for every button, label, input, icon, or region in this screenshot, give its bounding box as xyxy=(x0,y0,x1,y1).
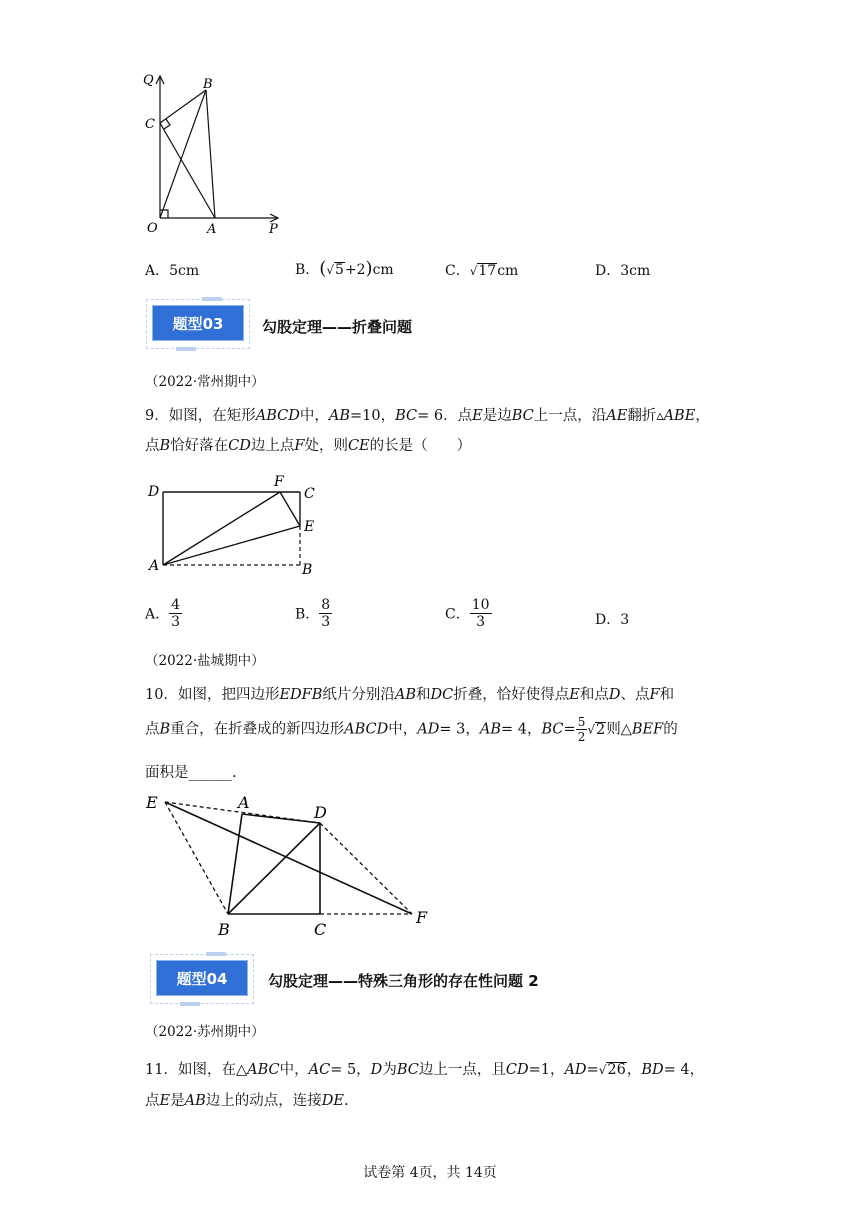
q10-source: （2022·盐城期中） xyxy=(145,653,265,669)
q9-option-a: A． $\frac{4}{3}$ xyxy=(145,597,181,630)
segment-df-dashed xyxy=(320,823,412,914)
fraction: $\frac{8}{3}$ xyxy=(321,597,331,630)
segment-fe xyxy=(280,492,300,526)
section-badge-03 xyxy=(146,299,250,349)
segment-eb-dashed xyxy=(165,802,228,914)
label-a: A xyxy=(238,793,250,812)
q8-option-c: C．√17cm xyxy=(445,263,519,279)
label-f: F xyxy=(416,908,428,927)
right-angle-c xyxy=(164,119,170,129)
figure-q10-quadrilateral xyxy=(140,790,440,940)
option-unit: cm xyxy=(372,262,394,278)
q10-text-line1: 10．如图，把四边形EDFB纸片分别沿AB和DC折叠，恰好使得点E和点D、点F和 xyxy=(145,687,675,703)
sqrt-radicand: 17 xyxy=(478,263,497,279)
segment-ae xyxy=(163,526,300,565)
segment-ob xyxy=(160,90,206,218)
label-a: A xyxy=(207,222,217,237)
segment-cb xyxy=(160,90,206,123)
fraction: $\frac{4}{3}$ xyxy=(171,597,181,630)
sqrt-radicand: 26 xyxy=(607,1062,626,1078)
badge-tick xyxy=(176,347,196,351)
segment-ca xyxy=(160,123,215,218)
figure-q8-diagram xyxy=(135,70,295,240)
badge-label: 题型03 xyxy=(152,305,244,341)
q8-option-d xyxy=(595,260,650,280)
segment-af xyxy=(163,492,280,565)
label-d: D xyxy=(314,803,327,822)
fraction: $\frac{5}{2}$ xyxy=(577,715,586,744)
figure-q9-rectangle xyxy=(140,470,330,580)
q10-text-line3: 面积是______. xyxy=(145,765,237,781)
label-a: A xyxy=(149,558,160,574)
option-letter: D． xyxy=(595,263,621,279)
segment-ab xyxy=(228,814,242,914)
option-text: 5cm xyxy=(169,263,200,279)
page-footer: 试卷第 4页，共 14页 xyxy=(363,1165,497,1181)
badge-label: 题型04 xyxy=(156,960,248,996)
label-o: O xyxy=(147,221,158,236)
plus-two: +2 xyxy=(344,262,366,278)
label-d: D xyxy=(148,484,160,500)
q11-text-line2: 点E是AB边上的动点，连接DE. xyxy=(145,1093,349,1109)
q10-text-line2: 点B重合，在折叠成的新四边形ABCD中，AD= 3，AB= 4，BC= $\frac{5}{2}$ √2则△BEF的 xyxy=(145,715,678,744)
q9-option-b: B． $\frac{8}{3}$ xyxy=(295,597,331,630)
label-b: B xyxy=(302,562,313,578)
option-letter: C． xyxy=(445,263,470,279)
option-text: 3cm xyxy=(620,263,651,279)
paren-close: ) xyxy=(365,258,373,279)
paren-open: ( xyxy=(319,258,327,279)
label-b: B xyxy=(218,920,230,939)
label-c: C xyxy=(314,920,327,939)
fraction: $\frac{10}{3}$ xyxy=(471,597,490,630)
q11-text-line1: 11．如图，在△ABC中，AC= 5，D为BC边上一点，且CD=1，AD=√26，BD= 4， xyxy=(145,1062,705,1078)
label-e: E xyxy=(146,793,158,812)
badge-tick xyxy=(202,297,222,301)
section-badge-04 xyxy=(150,954,254,1004)
answer-blank[interactable]: ______ xyxy=(188,765,232,781)
label-f: F xyxy=(274,474,284,490)
q11-source: （2022·苏州期中） xyxy=(145,1024,265,1040)
label-q: Q xyxy=(143,73,154,88)
badge-tick xyxy=(206,952,226,956)
q9-source: （2022·常州期中） xyxy=(145,374,265,390)
segment-ad xyxy=(242,814,320,823)
section-title-03: 勾股定理——折叠问题 xyxy=(262,318,413,336)
section-title-04: 勾股定理——特殊三角形的存在性问题 2 xyxy=(268,972,539,990)
option-unit: cm xyxy=(497,263,519,279)
option-letter: A． xyxy=(145,263,170,279)
label-b: B xyxy=(203,77,213,92)
option-letter: B． xyxy=(295,262,320,278)
badge-tick xyxy=(180,1002,200,1006)
label-c: C xyxy=(304,486,315,502)
label-p: P xyxy=(269,222,278,237)
q9-option-d: D．3 xyxy=(595,612,630,628)
q9-option-c: C． $\frac{10}{3}$ xyxy=(445,597,490,630)
segment-ba xyxy=(206,90,215,218)
sqrt-radicand: 5 xyxy=(334,262,344,278)
sqrt-radicand: 2 xyxy=(595,721,606,738)
q9-text-line1: 9．如图，在矩形ABCD中，AB=10，BC= 6．点E是边BC上一点，沿AE翻折▵ABE， xyxy=(145,408,710,424)
q8-option-a xyxy=(145,260,199,280)
q9-text-line2: 点B恰好落在CD边上点F处，则CE的长是（ ） xyxy=(145,438,472,454)
label-c: C xyxy=(145,117,155,132)
q8-option-b: B．(√5+2)cm xyxy=(295,258,394,279)
label-e: E xyxy=(304,519,315,535)
